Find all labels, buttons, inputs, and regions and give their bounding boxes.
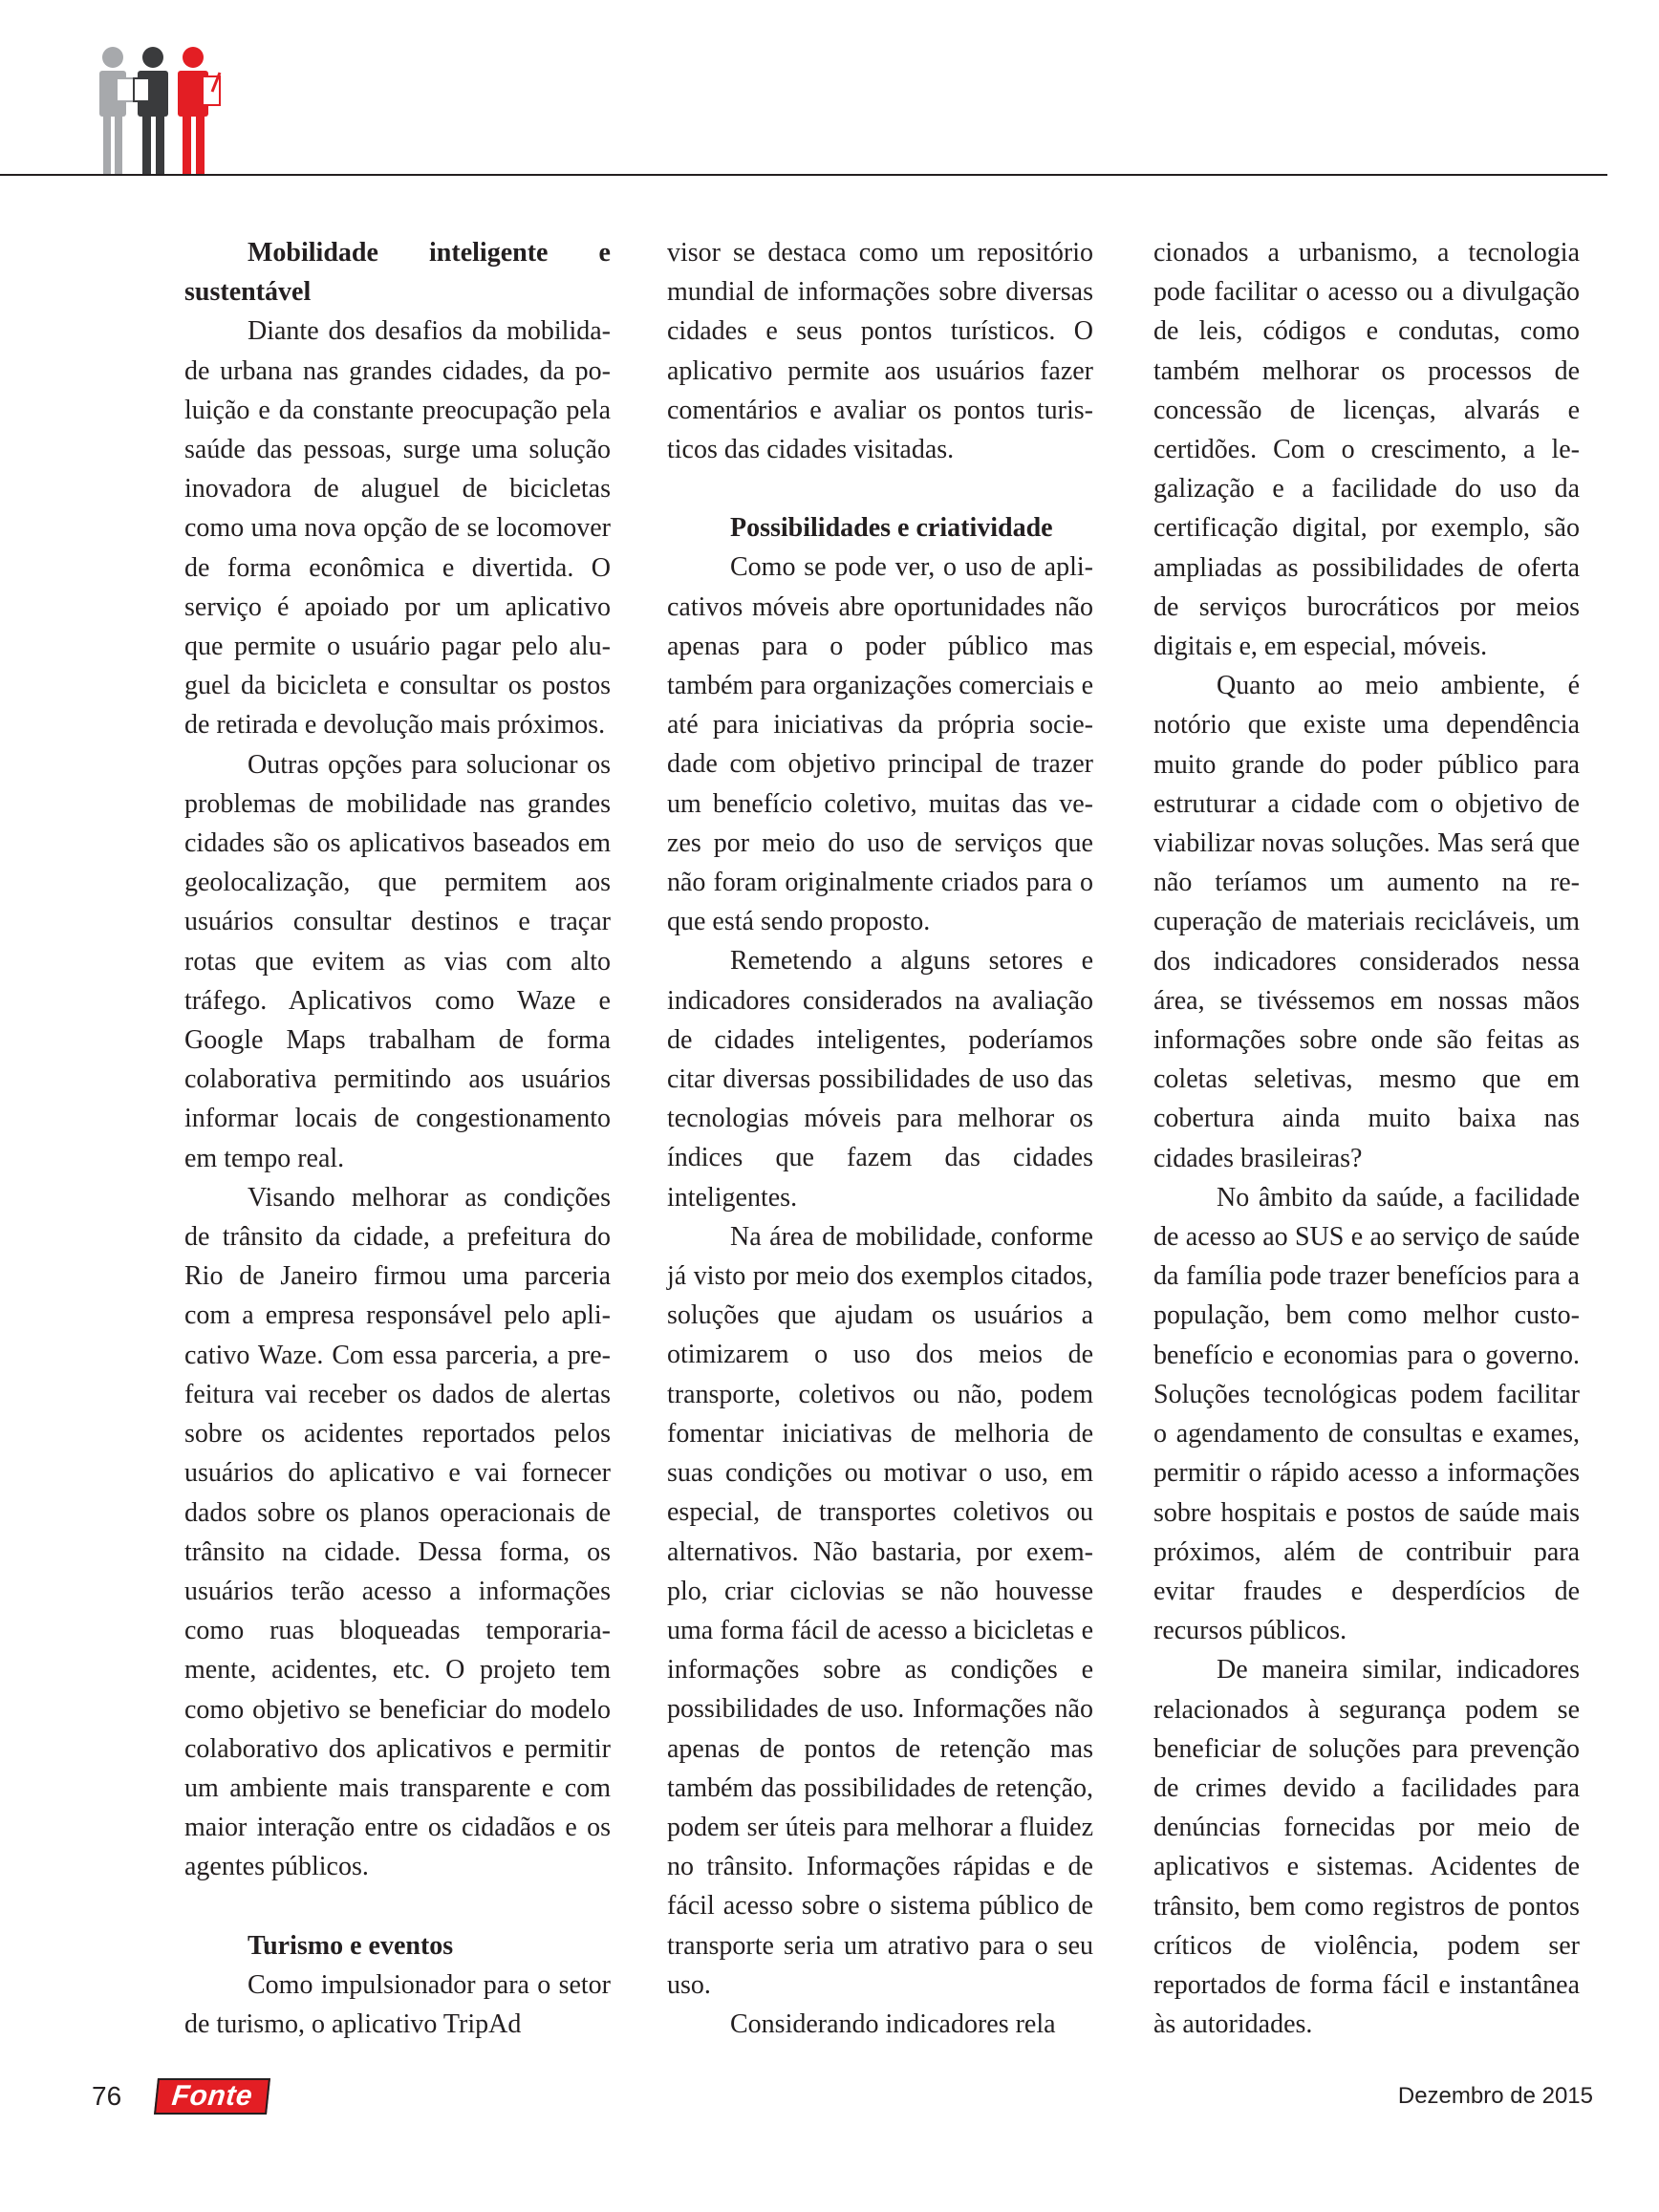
section-heading: Turismo e eventos — [248, 1930, 454, 1961]
paragraph: visor se destaca como um repositório mundial de informações sobre diversas cidades e seus pontos turísticos. O aplicativo permite aos usuários fazer comentários e avaliar os pontos turisticos das cidades visitadas. — [667, 238, 1093, 465]
paragraph: Diante dos desafios da mobilidade urbana nas grandes cidades, da poluição e da constante preocupação pela saúde das pessoas, surge uma solução inovadora de aluguel de bicicletas como uma nova opção de se locomover de forma econômica e divertida. O serviço é apoiado por um aplicativo que permite o usuário pagar pelo aluguel da bicicleta e consultar os postos de retirada e devolução mais próximos. — [184, 316, 611, 741]
paragraph: Remetendo a alguns setores e indicadores considerados na avaliação de cidades inteligentes, poderíamos citar diversas possibilidades de uso das tecnologias móveis para melhorar os índices que fazem das cidades inteligentes. — [667, 946, 1093, 1213]
column-3 — [1153, 233, 1580, 2044]
paragraph: Outras opções para solucionar os problemas de mobilidade nas grandes cidades são os aplicativos baseados em geolocalização, que permitem aos usuários consultar destinos e traçar rotas que evitem as vias com alto tráfego. Aplicativos como Waze e Google Maps trabalham de forma colaborativa permitindo aos usuários informar locais de congestionamento em tempo real. — [184, 749, 611, 1173]
paragraph: Quanto ao meio ambiente, é notório que existe uma dependência muito grande do poder público para estruturar a cidade com o objetivo de viabilizar novas soluções. Mas será que não teríamos um aumento na recuperação de materiais recicláveis, um dos indicadores considerados nessa área, se tivéssemos em nossas mãos informações sobre onde são feitas as coletas seletivas, mesmo que em cobertura ainda muito baixa nas cidades brasileiras? — [1153, 671, 1580, 1173]
paragraph: Na área de mobilidade, conforme já visto por meio dos exemplos citados, soluções que ajudam os usuários a otimizarem o uso dos meios de transporte, coletivos ou não, podem fomentar iniciativas de melhoria de suas condições ou motivar o uso, em especial, de transportes coletivos ou alternativos. Não bastaria, por exemplo, criar ciclovias se não houvesse uma forma fácil de acesso a biciclеtas e informações sobre as condições e possibilidades de uso. Informações não apenas de pontos de retenção mas também das possibilidades de retenção, podem ser úteis para melhorar a fluidez no trânsito. Informações rápidas e de fácil acesso sobre o sistema público de transporte seria um atrativo para o seu uso. — [667, 1221, 1093, 2000]
paragraph: De maneira similar, indicadores relacionados à segurança podem se beneficiar de soluções para prevenção de crimes devido a facilidades para denúncias fornecidas por meio de aplicativos e sistemas. Acidentes de trânsito, bem como registros de pontos críticos de violência, podem ser reportados de forma fácil e instantânea às autoridades. — [1153, 1655, 1580, 2040]
magazine-logo: Fonte — [154, 2078, 270, 2115]
column-1 — [184, 233, 611, 2044]
paragraph: Visando melhorar as condições de trânsito da cidade, a prefeitura do Rio de Janeiro firmou uma parceria com a empresa responsável pelo aplicativo Waze. Com essa parceria, a prefeitura vai receber os dados de alertas sobre os acidentes reportados pelos usuários do aplicativo e vai fornecer dados sobre os planos operacionais de trânsito na cidade. Dessa forma, os usuários terão acesso a informações como ruas bloqueadas temporariamente, acidentes, etc. O projeto tem como objetivo se beneficiar do modelo colaborativo dos aplicativos e permitir um ambiente mais transparente e com maior interação entre os cidadãos e os agentes públicos. — [184, 1182, 611, 1882]
column-2 — [667, 233, 1093, 2044]
paragraph: Como se pode ver, o uso de aplicativos móveis abre oportunidades não apenas para o poder público mas também para organizações comerciais e até para iniciativas da própria sociedade com objetivo principal de trazer um benefício coletivo, muitas das vezes por meio do uso de serviços que não foram originalmente criados para o que está sendo proposto. — [667, 552, 1093, 937]
paragraph: No âmbito da saúde, a facilidade de acesso ao SUS e ao serviço de saúde da família pode trazer benefícios para a população, bem como melhor custo-benefício e economias para o governo. Soluções tecnológicas podem facilitar o agendamento de consultas e exames, permitir o rápido acesso a informações sobre hospitais e postos de saúde mais próximos, além de contribuir para evitar fraudes e desperdícios de recursos públicos. — [1153, 1182, 1580, 1646]
paragraph: Como impulsionador para o setor de turismo, o aplicativo TripAd — [184, 1969, 611, 2039]
paragraph: Considerando indicadores rela — [730, 2008, 1056, 2039]
paragraph: cionados a urbanismo, a tecnologia pode facilitar o acesso ou a divulgação de leis, códigos e condutas, como também melhorar os processos de concessão de licenças, alvarás e certidões. Com o crescimento, a legalização e a facilidade do uso da certificação digital, por exemplo, são ampliadas as possibilidades de oferta de serviços burocráticos por meios digitais e, em especial, móveis. — [1153, 238, 1580, 662]
header-rule — [0, 174, 1607, 176]
section-heading: Mobilidade inteligente e sustentável — [184, 238, 611, 308]
people-logo-icon — [92, 44, 235, 178]
issue-date: Dezembro de 2015 — [1397, 2083, 1593, 2109]
section-heading: Possibilidades e criatividade — [730, 513, 1053, 544]
page-number: 76 — [92, 2081, 122, 2111]
